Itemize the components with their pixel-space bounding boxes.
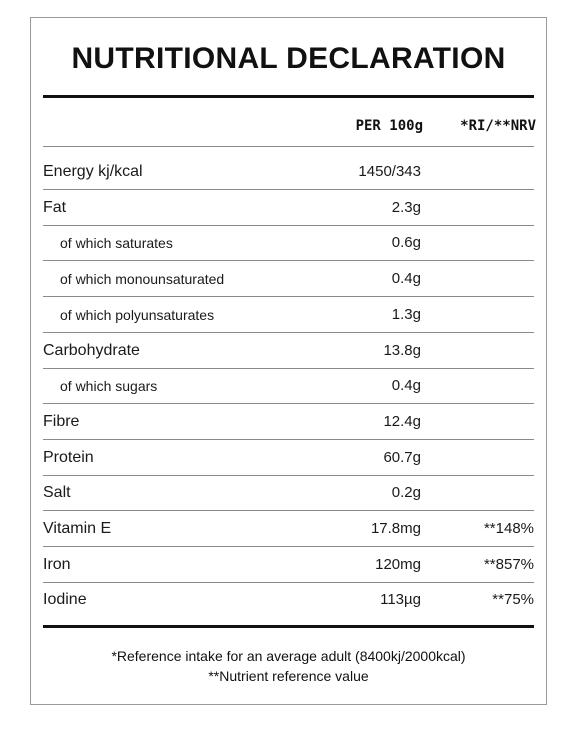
footnote-nutrient-reference: **Nutrient reference value	[208, 668, 369, 684]
nutrient-name: Iodine	[43, 591, 87, 609]
nutrient-name: Fat	[43, 198, 67, 216]
nutrient-name: of which monounsaturated	[60, 271, 225, 288]
nutrient-value-per-100g: 60.7g	[383, 448, 421, 466]
table-row	[43, 191, 534, 226]
table-bottom-divider	[43, 625, 534, 628]
nutrient-value-per-100g: 0.2g	[391, 484, 421, 502]
nutrient-value-per-100g: 1.3g	[391, 305, 421, 323]
table-row	[43, 583, 534, 618]
nutrient-value-per-100g: 12.4g	[383, 412, 421, 430]
table-row	[43, 405, 534, 440]
table-row	[43, 512, 534, 547]
title-divider	[43, 95, 534, 98]
nutrient-name: of which polyunsaturates	[60, 306, 215, 323]
nutrient-name: Vitamin E	[43, 520, 112, 537]
nutrient-value-per-100g: 2.3g	[391, 198, 421, 216]
nutrient-value-per-100g: 13.8g	[383, 341, 421, 359]
table-row	[43, 262, 534, 297]
table-row	[43, 476, 534, 511]
footnote-reference-intake: *Reference intake for an average adult (8400kj/2000kcal)	[111, 648, 466, 664]
table-row	[43, 226, 534, 261]
table-row	[43, 441, 534, 476]
column-header-per-100g: PER 100g	[355, 118, 423, 134]
nutrient-ri-nrv: **75%	[492, 591, 534, 609]
nutrition-panel	[30, 17, 547, 705]
nutrient-name: Energy kj/kcal	[43, 163, 143, 180]
nutrient-value-per-100g: 1450/343	[358, 163, 421, 180]
page-title: NUTRITIONAL DECLARATION	[71, 42, 506, 75]
nutrient-value-per-100g: 113µg	[380, 591, 421, 609]
header-divider	[43, 146, 534, 147]
nutrient-name: Protein	[43, 448, 94, 466]
nutrient-value-per-100g: 17.8mg	[370, 520, 421, 537]
table-row	[43, 369, 534, 404]
column-header-ri-nrv: *RI/**NRV	[460, 118, 536, 134]
nutrient-name: of which sugars	[60, 378, 158, 395]
nutrient-name: Carbohydrate	[43, 341, 140, 359]
table-row	[43, 334, 534, 369]
nutrient-ri-nrv: **857%	[483, 555, 534, 573]
nutrient-name: Fibre	[43, 412, 80, 430]
table-row	[43, 155, 534, 190]
nutrient-value-per-100g: 0.4g	[391, 270, 421, 288]
nutrient-name: Salt	[43, 484, 71, 502]
table-row	[43, 298, 534, 333]
nutrient-value-per-100g: 120mg	[375, 555, 421, 573]
nutrient-name: Iron	[43, 555, 71, 573]
nutrient-ri-nrv: **148%	[483, 520, 534, 537]
nutrient-value-per-100g: 0.6g	[391, 234, 421, 252]
table-row	[43, 548, 534, 583]
nutrient-name: of which saturates	[60, 235, 173, 252]
nutrient-value-per-100g: 0.4g	[391, 377, 421, 395]
